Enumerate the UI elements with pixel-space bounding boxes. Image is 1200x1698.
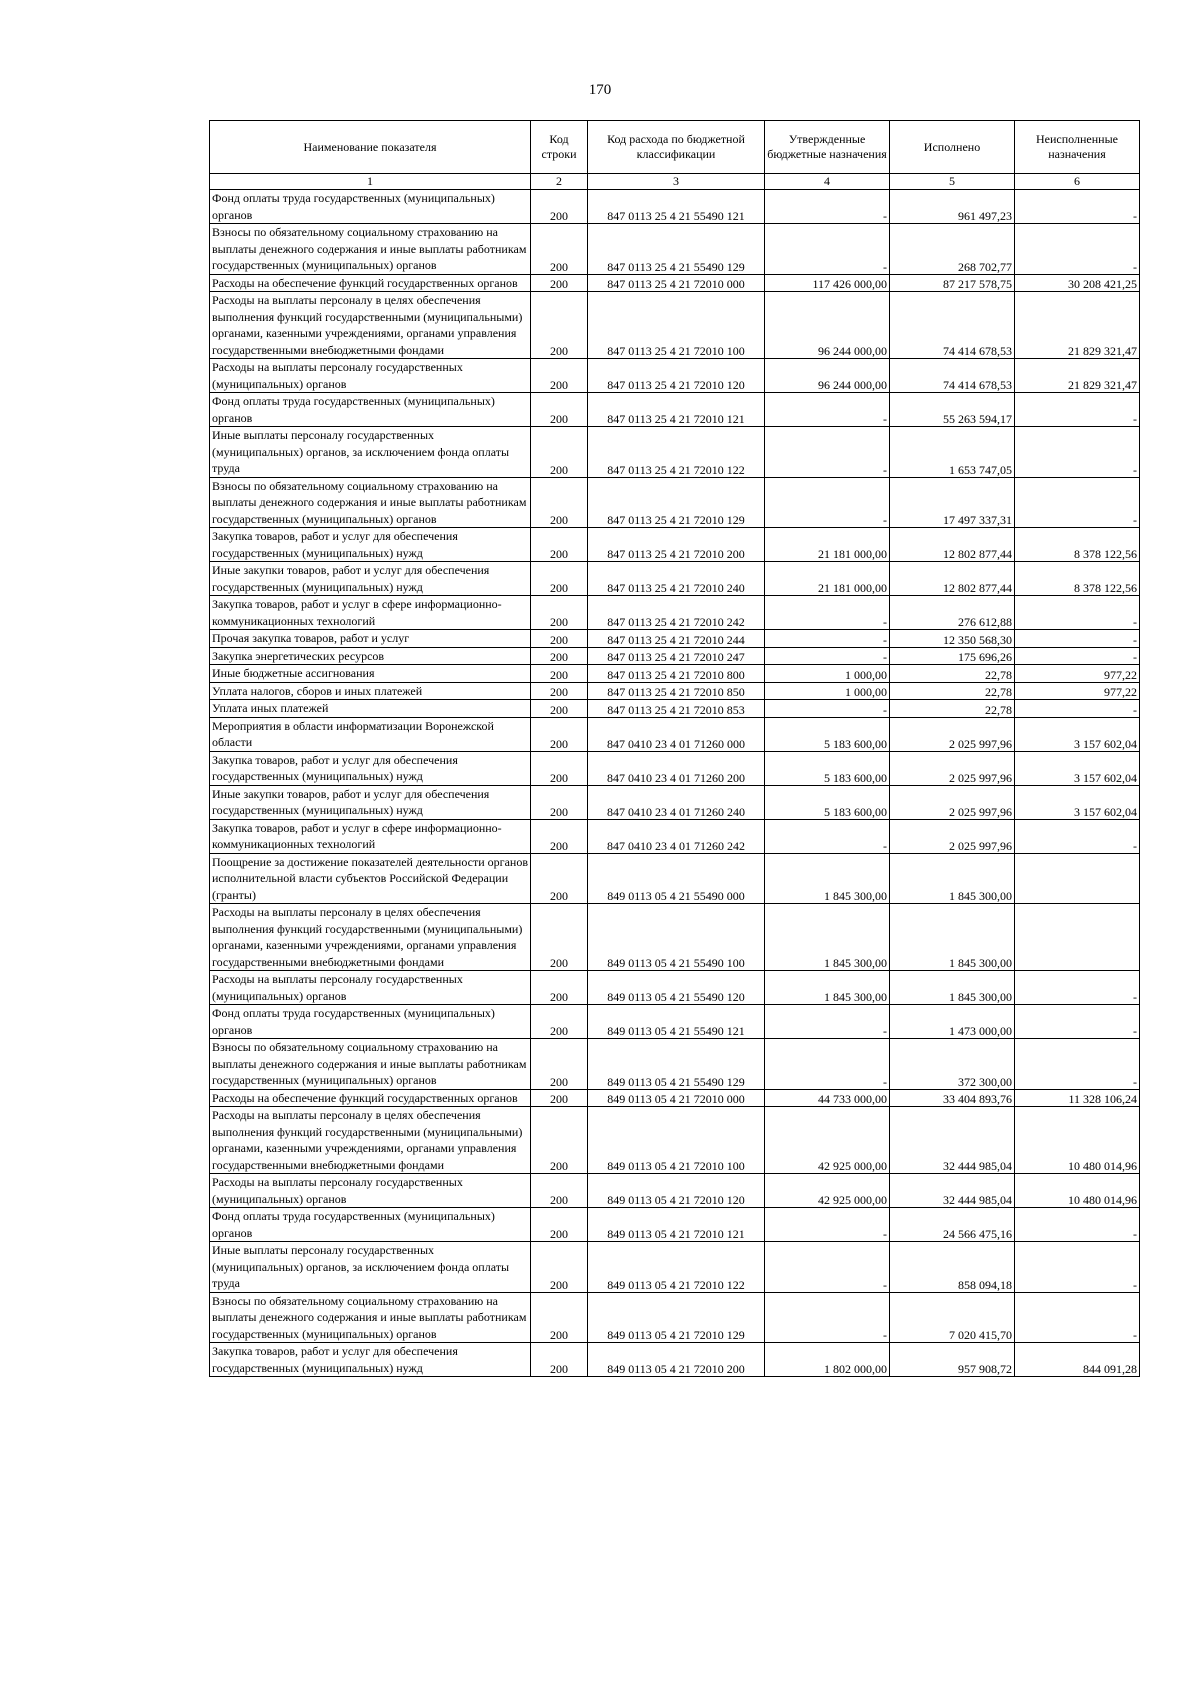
- row-executed-amount: 74 414 678,53: [890, 359, 1015, 393]
- row-unexecuted-amount: 11 328 106,24: [1015, 1089, 1140, 1107]
- table-row: [210, 1174, 1140, 1208]
- row-indicator-name: Закупка товаров, работ и услуг для обеспечения государственных (муниципальных) нужд: [210, 751, 531, 785]
- row-executed-amount: 12 802 877,44: [890, 562, 1015, 596]
- row-executed-amount: 1 845 300,00: [890, 971, 1015, 1005]
- table-row: [210, 700, 1140, 718]
- row-unexecuted-amount: [1015, 853, 1140, 904]
- row-unexecuted-amount: -: [1015, 190, 1140, 224]
- row-line-code: 200: [531, 562, 588, 596]
- row-budget-class-code: 847 0113 25 4 21 72010 000: [588, 274, 765, 292]
- row-budget-class-code: 847 0410 23 4 01 71260 200: [588, 751, 765, 785]
- row-line-code: 200: [531, 1005, 588, 1039]
- row-line-code: 200: [531, 1343, 588, 1377]
- row-unexecuted-amount: -: [1015, 1005, 1140, 1039]
- row-budget-class-code: 847 0113 25 4 21 72010 129: [588, 477, 765, 528]
- row-budget-class-code: 847 0113 25 4 21 72010 120: [588, 359, 765, 393]
- row-indicator-name: Закупка товаров, работ и услуг в сфере информационно-коммуникационных технологий: [210, 596, 531, 630]
- row-unexecuted-amount: 3 157 602,04: [1015, 717, 1140, 751]
- row-budget-class-code: 847 0113 25 4 21 72010 244: [588, 630, 765, 648]
- row-indicator-name: Расходы на выплаты персоналу государственных (муниципальных) органов: [210, 359, 531, 393]
- row-executed-amount: 17 497 337,31: [890, 477, 1015, 528]
- row-line-code: 200: [531, 393, 588, 427]
- row-executed-amount: 957 908,72: [890, 1343, 1015, 1377]
- row-approved-amount: 42 925 000,00: [765, 1174, 890, 1208]
- row-indicator-name: Иные выплаты персоналу государственных (муниципальных) органов, за исключением фонда оплаты труда: [210, 1242, 531, 1293]
- row-approved-amount: 21 181 000,00: [765, 528, 890, 562]
- row-line-code: 200: [531, 630, 588, 648]
- row-line-code: 200: [531, 682, 588, 700]
- row-indicator-name: Фонд оплаты труда государственных (муниципальных) органов: [210, 1005, 531, 1039]
- row-executed-amount: 175 696,26: [890, 647, 1015, 665]
- row-indicator-name: Расходы на выплаты персоналу в целях обеспечения выполнения функций государственными (муниципальными) органами, казенными учреждениями, органами управления государственными внебюджетными фондами: [210, 904, 531, 971]
- row-indicator-name: Закупка товаров, работ и услуг в сфере информационно-коммуникационных технологий: [210, 819, 531, 853]
- table-row: [210, 665, 1140, 683]
- row-approved-amount: -: [765, 427, 890, 478]
- table-row: [210, 647, 1140, 665]
- row-indicator-name: Расходы на обеспечение функций государственных органов: [210, 274, 531, 292]
- row-executed-amount: 1 653 747,05: [890, 427, 1015, 478]
- row-budget-class-code: 847 0113 25 4 21 72010 200: [588, 528, 765, 562]
- row-unexecuted-amount: -: [1015, 393, 1140, 427]
- table-row: [210, 682, 1140, 700]
- row-line-code: 200: [531, 785, 588, 819]
- column-number: 5: [890, 174, 1015, 190]
- table-row: [210, 717, 1140, 751]
- table-row: [210, 1107, 1140, 1174]
- row-approved-amount: 117 426 000,00: [765, 274, 890, 292]
- row-budget-class-code: 849 0113 05 4 21 72010 122: [588, 1242, 765, 1293]
- row-unexecuted-amount: -: [1015, 1292, 1140, 1343]
- table-row: [210, 562, 1140, 596]
- row-unexecuted-amount: -: [1015, 1039, 1140, 1090]
- column-number-row: [210, 174, 1140, 190]
- column-number: 3: [588, 174, 765, 190]
- row-indicator-name: Расходы на выплаты персоналу государственных (муниципальных) органов: [210, 971, 531, 1005]
- row-executed-amount: 2 025 997,96: [890, 819, 1015, 853]
- row-budget-class-code: 849 0113 05 4 21 55490 100: [588, 904, 765, 971]
- table-row: [210, 1039, 1140, 1090]
- row-approved-amount: 44 733 000,00: [765, 1089, 890, 1107]
- column-number: 6: [1015, 174, 1140, 190]
- row-budget-class-code: 849 0113 05 4 21 72010 121: [588, 1208, 765, 1242]
- row-budget-class-code: 849 0113 05 4 21 55490 129: [588, 1039, 765, 1090]
- row-budget-class-code: 847 0113 25 4 21 55490 129: [588, 224, 765, 275]
- table-row: [210, 1089, 1140, 1107]
- row-approved-amount: 1 845 300,00: [765, 853, 890, 904]
- row-budget-class-code: 847 0113 25 4 21 72010 242: [588, 596, 765, 630]
- table-row: [210, 1343, 1140, 1377]
- table-row: [210, 971, 1140, 1005]
- row-line-code: 200: [531, 190, 588, 224]
- row-budget-class-code: 847 0113 25 4 21 72010 853: [588, 700, 765, 718]
- row-unexecuted-amount: 8 378 122,56: [1015, 562, 1140, 596]
- row-executed-amount: 12 350 568,30: [890, 630, 1015, 648]
- row-approved-amount: -: [765, 1242, 890, 1293]
- row-budget-class-code: 847 0113 25 4 21 72010 100: [588, 292, 765, 359]
- row-indicator-name: Взносы по обязательному социальному страхованию на выплаты денежного содержания и иные выплаты работникам государственных (муниципальных) органов: [210, 477, 531, 528]
- header-executed: Исполнено: [890, 121, 1015, 174]
- row-approved-amount: -: [765, 1005, 890, 1039]
- row-line-code: 200: [531, 224, 588, 275]
- row-indicator-name: Иные закупки товаров, работ и услуг для обеспечения государственных (муниципальных) нужд: [210, 562, 531, 596]
- table-row: [210, 427, 1140, 478]
- row-indicator-name: Поощрение за достижение показателей деятельности органов исполнительной власти субъектов Российской Федерации (гранты): [210, 853, 531, 904]
- table-row: [210, 292, 1140, 359]
- row-budget-class-code: 849 0113 05 4 21 72010 000: [588, 1089, 765, 1107]
- page-number: 170: [588, 82, 612, 98]
- row-approved-amount: 1 000,00: [765, 682, 890, 700]
- row-indicator-name: Иные бюджетные ассигнования: [210, 665, 531, 683]
- row-approved-amount: -: [765, 393, 890, 427]
- row-approved-amount: -: [765, 1039, 890, 1090]
- table-row: [210, 1208, 1140, 1242]
- budget-execution-table: [209, 120, 1140, 1377]
- row-budget-class-code: 847 0113 25 4 21 72010 240: [588, 562, 765, 596]
- row-unexecuted-amount: 977,22: [1015, 682, 1140, 700]
- row-budget-class-code: 849 0113 05 4 21 55490 000: [588, 853, 765, 904]
- row-line-code: 200: [531, 647, 588, 665]
- row-budget-class-code: 847 0410 23 4 01 71260 000: [588, 717, 765, 751]
- row-approved-amount: 5 183 600,00: [765, 751, 890, 785]
- row-line-code: 200: [531, 1174, 588, 1208]
- row-unexecuted-amount: -: [1015, 477, 1140, 528]
- row-indicator-name: Расходы на выплаты персоналу государственных (муниципальных) органов: [210, 1174, 531, 1208]
- row-unexecuted-amount: -: [1015, 1208, 1140, 1242]
- row-approved-amount: 21 181 000,00: [765, 562, 890, 596]
- row-line-code: 200: [531, 359, 588, 393]
- row-executed-amount: 33 404 893,76: [890, 1089, 1015, 1107]
- row-unexecuted-amount: -: [1015, 630, 1140, 648]
- row-approved-amount: 1 845 300,00: [765, 971, 890, 1005]
- row-indicator-name: Фонд оплаты труда государственных (муниципальных) органов: [210, 1208, 531, 1242]
- row-unexecuted-amount: 10 480 014,96: [1015, 1174, 1140, 1208]
- row-indicator-name: Закупка товаров, работ и услуг для обеспечения государственных (муниципальных) нужд: [210, 1343, 531, 1377]
- row-executed-amount: 24 566 475,16: [890, 1208, 1015, 1242]
- row-indicator-name: Фонд оплаты труда государственных (муниципальных) органов: [210, 393, 531, 427]
- row-line-code: 200: [531, 1208, 588, 1242]
- row-indicator-name: Расходы на обеспечение функций государственных органов: [210, 1089, 531, 1107]
- row-line-code: 200: [531, 853, 588, 904]
- table-row: [210, 477, 1140, 528]
- row-executed-amount: 32 444 985,04: [890, 1107, 1015, 1174]
- row-line-code: 200: [531, 427, 588, 478]
- row-budget-class-code: 847 0113 25 4 21 72010 800: [588, 665, 765, 683]
- row-line-code: 200: [531, 274, 588, 292]
- row-approved-amount: -: [765, 647, 890, 665]
- row-budget-class-code: 847 0113 25 4 21 55490 121: [588, 190, 765, 224]
- row-executed-amount: 1 473 000,00: [890, 1005, 1015, 1039]
- row-indicator-name: Взносы по обязательному социальному страхованию на выплаты денежного содержания и иные выплаты работникам государственных (муниципальных) органов: [210, 1039, 531, 1090]
- row-budget-class-code: 849 0113 05 4 21 72010 129: [588, 1292, 765, 1343]
- row-indicator-name: Фонд оплаты труда государственных (муниципальных) органов: [210, 190, 531, 224]
- row-unexecuted-amount: -: [1015, 971, 1140, 1005]
- row-line-code: 200: [531, 700, 588, 718]
- row-budget-class-code: 847 0410 23 4 01 71260 242: [588, 819, 765, 853]
- row-unexecuted-amount: 844 091,28: [1015, 1343, 1140, 1377]
- row-approved-amount: 96 244 000,00: [765, 292, 890, 359]
- column-number: 1: [210, 174, 531, 190]
- row-executed-amount: 276 612,88: [890, 596, 1015, 630]
- row-line-code: 200: [531, 904, 588, 971]
- row-executed-amount: 12 802 877,44: [890, 528, 1015, 562]
- row-executed-amount: 2 025 997,96: [890, 717, 1015, 751]
- row-budget-class-code: 847 0113 25 4 21 72010 121: [588, 393, 765, 427]
- row-indicator-name: Уплата иных платежей: [210, 700, 531, 718]
- table-row: [210, 853, 1140, 904]
- row-line-code: 200: [531, 665, 588, 683]
- row-executed-amount: 32 444 985,04: [890, 1174, 1015, 1208]
- row-executed-amount: 2 025 997,96: [890, 751, 1015, 785]
- row-indicator-name: Расходы на выплаты персоналу в целях обеспечения выполнения функций государственными (муниципальными) органами, казенными учреждениями, органами управления государственными внебюджетными фондами: [210, 292, 531, 359]
- row-line-code: 200: [531, 1039, 588, 1090]
- column-number: 4: [765, 174, 890, 190]
- row-indicator-name: Иные выплаты персоналу государственных (муниципальных) органов, за исключением фонда оплаты труда: [210, 427, 531, 478]
- row-executed-amount: 87 217 578,75: [890, 274, 1015, 292]
- table-row: [210, 785, 1140, 819]
- row-approved-amount: 1 845 300,00: [765, 904, 890, 971]
- row-budget-class-code: 849 0113 05 4 21 55490 120: [588, 971, 765, 1005]
- row-indicator-name: Уплата налогов, сборов и иных платежей: [210, 682, 531, 700]
- column-number: 2: [531, 174, 588, 190]
- row-unexecuted-amount: 8 378 122,56: [1015, 528, 1140, 562]
- row-executed-amount: 22,78: [890, 665, 1015, 683]
- header-unexecuted: Неисполненные назначения: [1015, 121, 1140, 174]
- row-approved-amount: 5 183 600,00: [765, 785, 890, 819]
- table-row: [210, 1242, 1140, 1293]
- row-unexecuted-amount: -: [1015, 427, 1140, 478]
- row-unexecuted-amount: -: [1015, 700, 1140, 718]
- row-unexecuted-amount: 21 829 321,47: [1015, 292, 1140, 359]
- row-approved-amount: -: [765, 190, 890, 224]
- row-approved-amount: -: [765, 1292, 890, 1343]
- row-indicator-name: Закупка энергетических ресурсов: [210, 647, 531, 665]
- row-approved-amount: -: [765, 700, 890, 718]
- row-approved-amount: 42 925 000,00: [765, 1107, 890, 1174]
- row-budget-class-code: 847 0113 25 4 21 72010 850: [588, 682, 765, 700]
- row-unexecuted-amount: 30 208 421,25: [1015, 274, 1140, 292]
- row-line-code: 200: [531, 292, 588, 359]
- row-approved-amount: 96 244 000,00: [765, 359, 890, 393]
- table-row: [210, 224, 1140, 275]
- table-row: [210, 1005, 1140, 1039]
- header-approved: Утвержденные бюджетные назначения: [765, 121, 890, 174]
- row-approved-amount: -: [765, 224, 890, 275]
- table-row: [210, 596, 1140, 630]
- row-executed-amount: 858 094,18: [890, 1242, 1015, 1293]
- row-executed-amount: 1 845 300,00: [890, 853, 1015, 904]
- row-executed-amount: 22,78: [890, 682, 1015, 700]
- row-line-code: 200: [531, 1089, 588, 1107]
- row-line-code: 200: [531, 1107, 588, 1174]
- row-indicator-name: Взносы по обязательному социальному страхованию на выплаты денежного содержания и иные выплаты работникам государственных (муниципальных) органов: [210, 1292, 531, 1343]
- table-row: [210, 359, 1140, 393]
- row-unexecuted-amount: 21 829 321,47: [1015, 359, 1140, 393]
- row-approved-amount: -: [765, 630, 890, 648]
- row-indicator-name: Взносы по обязательному социальному страхованию на выплаты денежного содержания и иные выплаты работникам государственных (муниципальных) органов: [210, 224, 531, 275]
- header-indicator-name: Наименование показателя: [210, 121, 531, 174]
- row-unexecuted-amount: 3 157 602,04: [1015, 751, 1140, 785]
- row-unexecuted-amount: -: [1015, 819, 1140, 853]
- table-row: [210, 630, 1140, 648]
- row-indicator-name: Иные закупки товаров, работ и услуг для обеспечения государственных (муниципальных) нужд: [210, 785, 531, 819]
- row-approved-amount: 1 802 000,00: [765, 1343, 890, 1377]
- table-body: [210, 190, 1140, 1377]
- row-unexecuted-amount: [1015, 904, 1140, 971]
- row-line-code: 200: [531, 819, 588, 853]
- header-budget-class-code: Код расхода по бюджетной классификации: [588, 121, 765, 174]
- table-row: [210, 528, 1140, 562]
- row-executed-amount: 74 414 678,53: [890, 292, 1015, 359]
- row-line-code: 200: [531, 971, 588, 1005]
- row-approved-amount: -: [765, 596, 890, 630]
- row-line-code: 200: [531, 751, 588, 785]
- row-indicator-name: Мероприятия в области информатизации Воронежской области: [210, 717, 531, 751]
- header-line-code: Код строки: [531, 121, 588, 174]
- row-line-code: 200: [531, 717, 588, 751]
- table-row: [210, 190, 1140, 224]
- row-unexecuted-amount: -: [1015, 596, 1140, 630]
- row-budget-class-code: 849 0113 05 4 21 72010 100: [588, 1107, 765, 1174]
- row-executed-amount: 268 702,77: [890, 224, 1015, 275]
- row-approved-amount: -: [765, 477, 890, 528]
- row-approved-amount: 5 183 600,00: [765, 717, 890, 751]
- row-line-code: 200: [531, 1242, 588, 1293]
- row-line-code: 200: [531, 528, 588, 562]
- row-budget-class-code: 849 0113 05 4 21 72010 120: [588, 1174, 765, 1208]
- row-indicator-name: Закупка товаров, работ и услуг для обеспечения государственных (муниципальных) нужд: [210, 528, 531, 562]
- row-executed-amount: 2 025 997,96: [890, 785, 1015, 819]
- row-line-code: 200: [531, 1292, 588, 1343]
- table-row: [210, 274, 1140, 292]
- row-executed-amount: 1 845 300,00: [890, 904, 1015, 971]
- row-unexecuted-amount: -: [1015, 224, 1140, 275]
- table-header-row: [210, 121, 1140, 174]
- row-indicator-name: Расходы на выплаты персоналу в целях обеспечения выполнения функций государственными (муниципальными) органами, казенными учреждениями, органами управления государственными внебюджетными фондами: [210, 1107, 531, 1174]
- table-row: [210, 904, 1140, 971]
- table-row: [210, 819, 1140, 853]
- row-indicator-name: Прочая закупка товаров, работ и услуг: [210, 630, 531, 648]
- row-budget-class-code: 849 0113 05 4 21 55490 121: [588, 1005, 765, 1039]
- row-approved-amount: 1 000,00: [765, 665, 890, 683]
- table-row: [210, 393, 1140, 427]
- row-executed-amount: 7 020 415,70: [890, 1292, 1015, 1343]
- row-budget-class-code: 847 0113 25 4 21 72010 122: [588, 427, 765, 478]
- row-approved-amount: -: [765, 1208, 890, 1242]
- row-executed-amount: 22,78: [890, 700, 1015, 718]
- row-approved-amount: -: [765, 819, 890, 853]
- row-line-code: 200: [531, 477, 588, 528]
- row-line-code: 200: [531, 596, 588, 630]
- row-unexecuted-amount: 977,22: [1015, 665, 1140, 683]
- row-executed-amount: 961 497,23: [890, 190, 1015, 224]
- row-unexecuted-amount: -: [1015, 647, 1140, 665]
- row-unexecuted-amount: 3 157 602,04: [1015, 785, 1140, 819]
- table-row: [210, 751, 1140, 785]
- row-budget-class-code: 847 0410 23 4 01 71260 240: [588, 785, 765, 819]
- row-budget-class-code: 849 0113 05 4 21 72010 200: [588, 1343, 765, 1377]
- row-unexecuted-amount: 10 480 014,96: [1015, 1107, 1140, 1174]
- row-executed-amount: 55 263 594,17: [890, 393, 1015, 427]
- table-row: [210, 1292, 1140, 1343]
- row-executed-amount: 372 300,00: [890, 1039, 1015, 1090]
- row-budget-class-code: 847 0113 25 4 21 72010 247: [588, 647, 765, 665]
- row-unexecuted-amount: -: [1015, 1242, 1140, 1293]
